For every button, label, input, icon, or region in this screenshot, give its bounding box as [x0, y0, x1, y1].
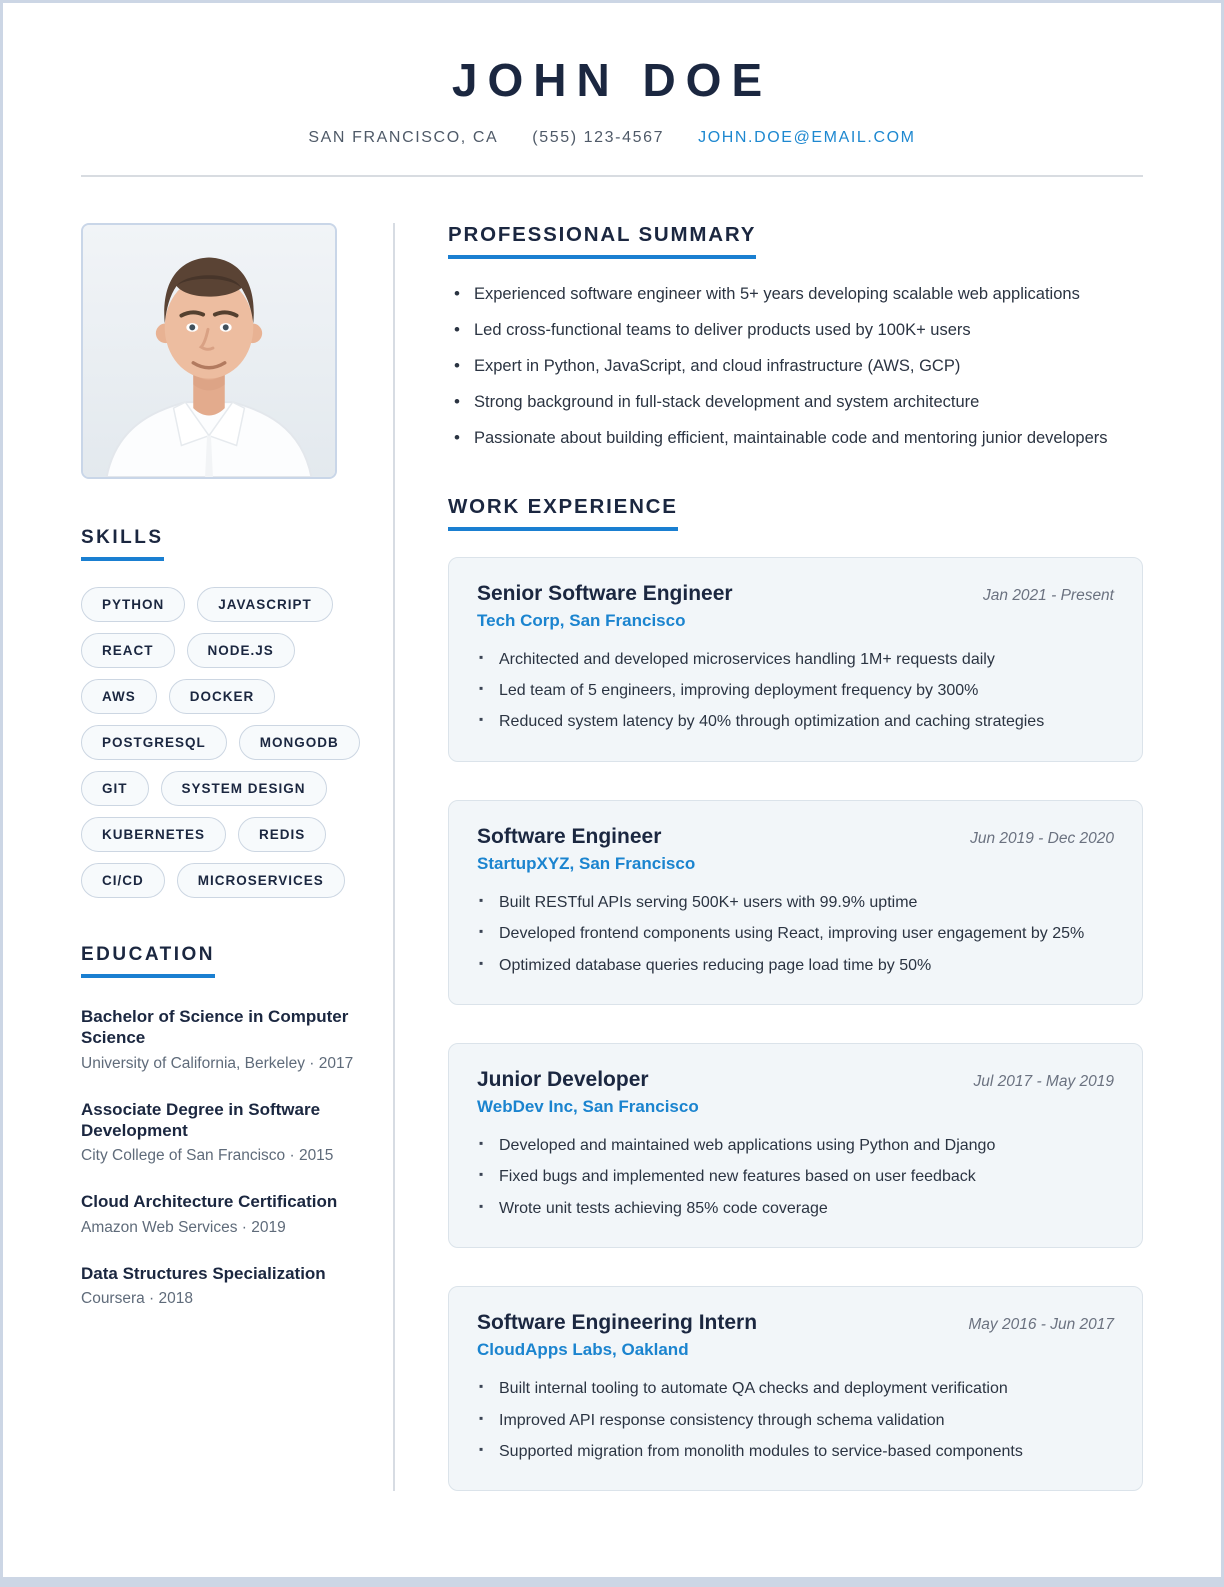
- education-degree: Data Structures Specialization: [81, 1263, 326, 1283]
- job-dates: Jan 2021 - Present: [983, 586, 1114, 604]
- skills-list: [81, 587, 367, 898]
- skill-pill: SYSTEM DESIGN: [161, 771, 327, 806]
- summary-bullet: • Expert in Python, JavaScript, and cloud infrastructure (AWS, GCP): [448, 355, 1143, 379]
- contact-email-link[interactable]: JOHN.DOE@EMAIL.COM: [698, 129, 916, 146]
- education-item: [81, 1099, 367, 1167]
- education-item: [81, 1191, 367, 1237]
- job-bullet: ▪ Supported migration from monolith modules to service-based components: [477, 1441, 1114, 1463]
- job-title: Junior Developer: [477, 1067, 649, 1091]
- header-divider: [81, 175, 1143, 177]
- skill-pill: AWS: [81, 679, 157, 714]
- education-school: University of California, Berkeley · 2017: [81, 1054, 354, 1072]
- skill-pill: MONGODB: [239, 725, 360, 760]
- job-card: [448, 1043, 1143, 1248]
- education-school: City College of San Francisco · 2015: [81, 1147, 334, 1165]
- contact-line: [81, 129, 1143, 147]
- skill-pill: REACT: [81, 633, 175, 668]
- job-bullet: ▪ Wrote unit tests achieving 85% code coverage: [477, 1198, 1114, 1220]
- summary-bullet: • Strong background in full-stack development and system architecture: [448, 391, 1143, 415]
- job-bullet: ▪ Built RESTful APIs serving 500K+ users with 99.9% uptime: [477, 892, 1114, 914]
- job-company: CloudApps Labs, Oakland: [477, 1340, 689, 1360]
- summary-bullet: • Experienced software engineer with 5+ years developing scalable web applications: [448, 283, 1143, 307]
- job-title: Software Engineer: [477, 824, 662, 848]
- skill-pill: GIT: [81, 771, 149, 806]
- job-bullet-list: [477, 1378, 1114, 1463]
- job-bullet: ▪ Built internal tooling to automate QA checks and deployment verification: [477, 1378, 1114, 1400]
- summary-heading: PROFESSIONAL SUMMARY: [448, 223, 756, 259]
- education-degree: Associate Degree in Software Development: [81, 1099, 321, 1140]
- summary-bullet-list: [448, 283, 1143, 451]
- content-columns: [81, 223, 1143, 1529]
- education-school: Amazon Web Services · 2019: [81, 1218, 286, 1236]
- skill-pill: MICROSERVICES: [177, 863, 345, 898]
- job-company: StartupXYZ, San Francisco: [477, 853, 696, 873]
- job-bullet: ▪ Developed frontend components using React, improving user engagement by 25%: [477, 923, 1114, 945]
- skills-heading: SKILLS: [81, 527, 164, 561]
- job-header: [477, 582, 1114, 631]
- skill-pill: PYTHON: [81, 587, 185, 622]
- sidebar: [81, 223, 393, 1529]
- contact-phone: (555) 123-4567: [532, 129, 665, 146]
- job-company: Tech Corp, San Francisco: [477, 610, 686, 630]
- job-bullet: ▪ Fixed bugs and implemented new features based on user feedback: [477, 1166, 1114, 1188]
- job-card: [448, 557, 1143, 762]
- skill-pill: REDIS: [238, 817, 326, 852]
- job-bullet: ▪ Led team of 5 engineers, improving deployment frequency by 300%: [477, 680, 1114, 702]
- skill-pill: DOCKER: [169, 679, 276, 714]
- job-dates: Jul 2017 - May 2019: [973, 1072, 1114, 1090]
- contact-location: SAN FRANCISCO, CA: [308, 129, 499, 146]
- profile-photo: [81, 223, 337, 479]
- skill-pill: CI/CD: [81, 863, 165, 898]
- skills-section: [81, 479, 367, 898]
- education-heading: EDUCATION: [81, 944, 215, 978]
- portrait-illustration: [83, 225, 335, 477]
- summary-section: [448, 223, 1143, 451]
- job-bullet-list: [477, 649, 1114, 734]
- job-title: Senior Software Engineer: [477, 581, 733, 605]
- summary-bullet: • Led cross-functional teams to deliver products used by 100K+ users: [448, 319, 1143, 343]
- job-card: [448, 800, 1143, 1005]
- job-company: WebDev Inc, San Francisco: [477, 1096, 699, 1116]
- job-dates: Jun 2019 - Dec 2020: [970, 829, 1114, 847]
- resume-page: [3, 3, 1221, 1577]
- job-title: Software Engineering Intern: [477, 1311, 758, 1335]
- summary-bullet: • Passionate about building efficient, maintainable code and mentoring junior developers: [448, 427, 1143, 451]
- job-bullet-list: [477, 1135, 1114, 1220]
- skill-pill: KUBERNETES: [81, 817, 226, 852]
- experience-section: [448, 495, 1143, 1492]
- job-bullet: ▪ Architected and developed microservices handling 1M+ requests daily: [477, 649, 1114, 671]
- job-bullet: ▪ Developed and maintained web applications using Python and Django: [477, 1135, 1114, 1157]
- education-list: [81, 1006, 367, 1309]
- job-bullet: ▪ Improved API response consistency through schema validation: [477, 1410, 1114, 1432]
- education-school: Coursera · 2018: [81, 1289, 194, 1307]
- skill-pill: NODE.JS: [187, 633, 295, 668]
- education-degree: Cloud Architecture Certification: [81, 1192, 338, 1212]
- education-item: [81, 1006, 367, 1074]
- job-bullet: ▪ Reduced system latency by 40% through optimization and caching strategies: [477, 711, 1114, 733]
- education-item: [81, 1263, 367, 1309]
- job-bullet-list: [477, 892, 1114, 977]
- job-header: [477, 1311, 1114, 1360]
- job-dates: May 2016 - Jun 2017: [968, 1316, 1114, 1334]
- skill-pill: POSTGRESQL: [81, 725, 227, 760]
- resume-header: [81, 53, 1143, 147]
- experience-heading: WORK EXPERIENCE: [448, 495, 678, 531]
- main-content: [395, 223, 1143, 1529]
- job-header: [477, 1068, 1114, 1117]
- job-header: [477, 825, 1114, 874]
- education-section: [81, 898, 367, 1309]
- job-card: [448, 1286, 1143, 1491]
- education-degree: Bachelor of Science in Computer Science: [81, 1007, 349, 1048]
- person-name: JOHN DOE: [451, 54, 773, 106]
- skill-pill: JAVASCRIPT: [197, 587, 333, 622]
- job-bullet: ▪ Optimized database queries reducing page load time by 50%: [477, 955, 1114, 977]
